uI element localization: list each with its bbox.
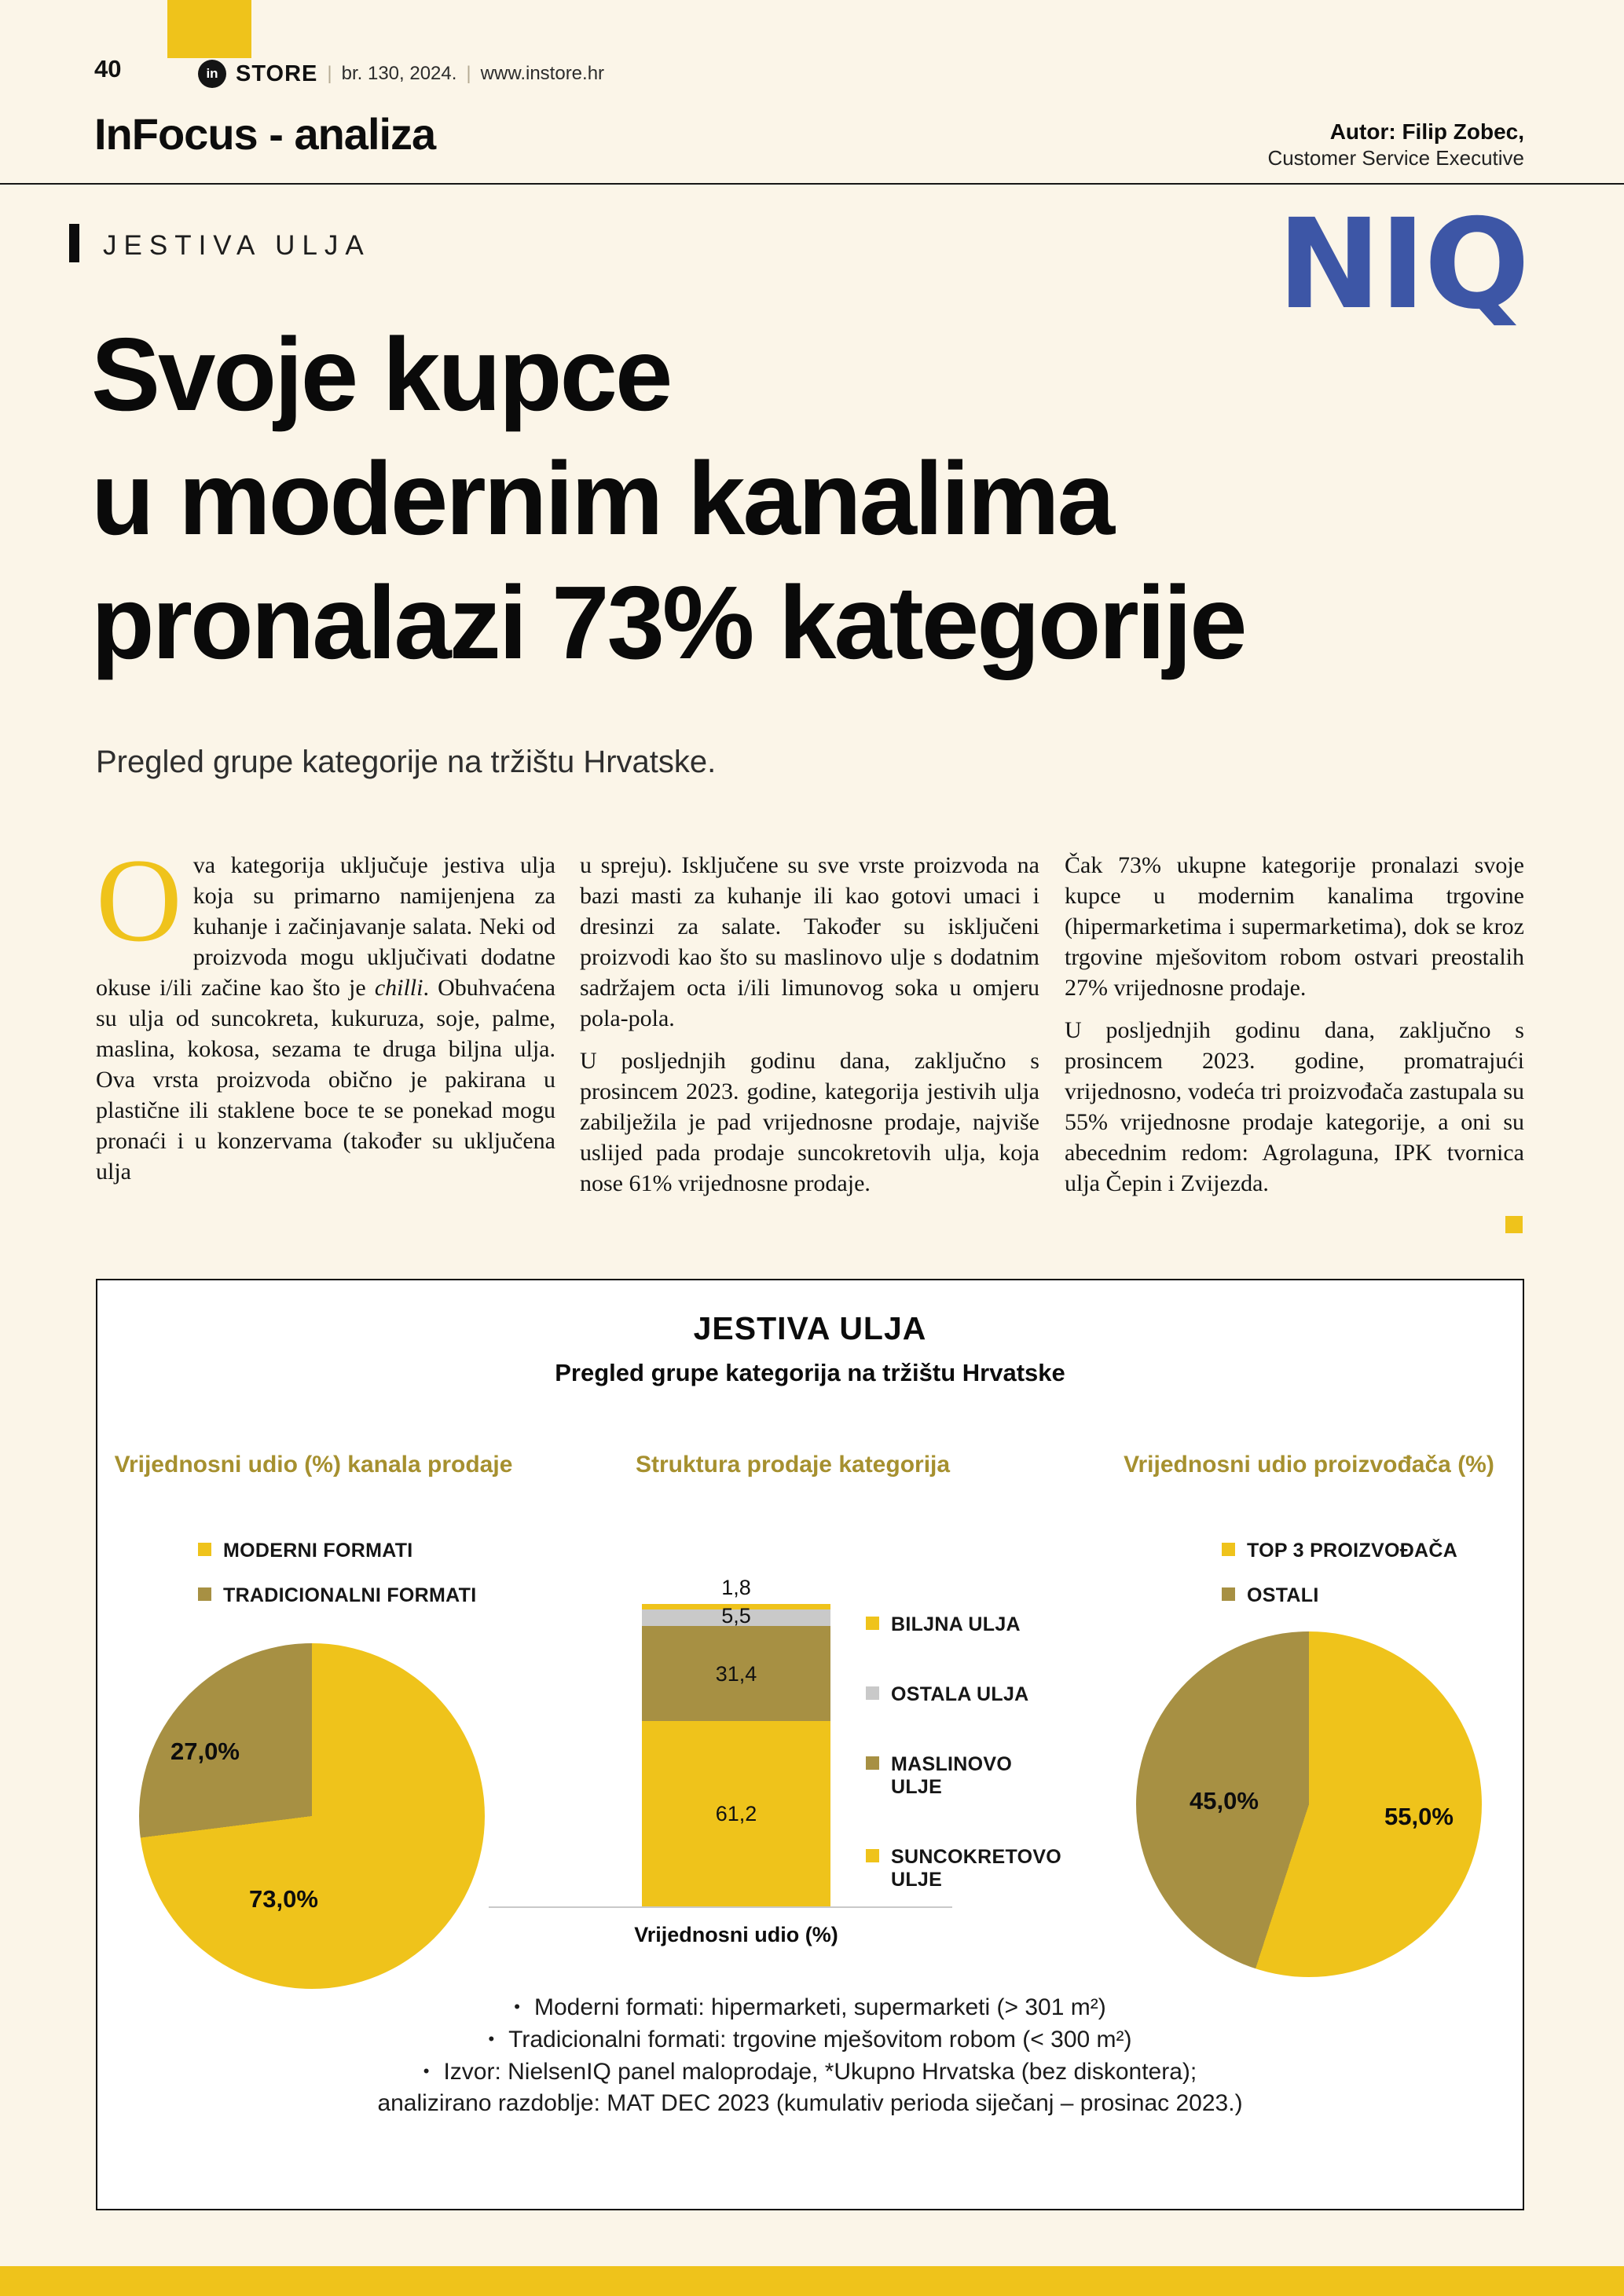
legend-label: OSTALA ULJA [891, 1683, 1029, 1705]
legend-item [866, 1613, 1040, 1636]
body-text-italic: chilli [374, 975, 423, 1001]
standfirst: Pregled grupe kategorije na tržištu Hrvatske. [96, 745, 717, 779]
chart-box-subtitle: Pregled grupe kategorija na tržištu Hrvatske [555, 1359, 1065, 1386]
headline-line-3: pronalazi 73% kategorije [91, 565, 1245, 680]
bottom-yellow-bar [0, 2266, 1624, 2296]
footnote-line [97, 2023, 1523, 2056]
legend-swatch-top3 [1222, 1543, 1235, 1556]
legend-swatch-ostala [866, 1686, 879, 1700]
kicker-bar [69, 224, 79, 262]
author-role: Customer Service Executive [1267, 146, 1524, 170]
legend-item [198, 1540, 476, 1562]
bar-value-label: 61,2 [715, 1802, 757, 1825]
headline-line-2: u modernim kanalima [91, 441, 1113, 556]
author-block [1267, 119, 1524, 170]
legend-swatch-biljna [866, 1617, 879, 1630]
footnote-line [97, 2056, 1523, 2088]
chart-footnotes [97, 1991, 1523, 2119]
legend-item [866, 1846, 1062, 1891]
bullet: • [514, 1997, 520, 2016]
legend-label: SUNCOKRETOVO ULJE [891, 1846, 1062, 1891]
footnote-text: Izvor: NielsenIQ panel maloprodaje, *Ukupno Hrvatska (bez diskontera); [443, 2059, 1197, 2085]
bar-legend [866, 1613, 1062, 1939]
masthead [198, 60, 604, 88]
middle-chart-title: Struktura prodaje kategorija [635, 1452, 951, 1478]
footnote-text: analizirano razdoblje: MAT DEC 2023 (kumulativ perioda siječanj – prosinac 2023.) [377, 2090, 1243, 2116]
header-rule [0, 183, 1624, 185]
right-chart-title: Vrijednosni udio proizvođača (%) [1124, 1452, 1494, 1478]
footnote-text: Tradicionalni formati: trgovine mješovitom robom (< 300 m²) [508, 2027, 1132, 2052]
legend-swatch-maslinovo [866, 1756, 879, 1770]
pie-slice-label-45: 45,0% [1190, 1787, 1259, 1814]
masthead-yellow-block [167, 0, 251, 58]
bar-value-label: 1,8 [721, 1576, 751, 1599]
masthead-separator: | [327, 63, 332, 84]
legend-label: TOP 3 PROIZVOĐAČA [1247, 1540, 1458, 1562]
bar-value-label: 5,5 [721, 1604, 751, 1628]
niq-logo: NIQ [1277, 192, 1528, 337]
paragraph: u spreju). Isključene su sve vrste proizvoda na bazi masti za kuhanje ili kao gotovi umaci i dresinzi za salate. Također su isključeni proizvodi kao što su maslinovo ulje s dodatnim sadržajem octa i/ili limunovog soka u omjeru pola-pola. [580, 852, 1039, 1031]
body-text: va kategorija uključuje jestiva ulja koja su primarno namijenjena za kuhanje i začinjavanje salata. Neki od proizvoda mogu uključivati dodatne okuse i/ili začine kao što je [96, 852, 555, 1001]
paragraph: U posljednjih godinu dana, zaključno s prosincem 2023. godine, kategorija jestivih ulja zabilježila je pad vrijednosne prodaje, najviše uslijed pada prodaje suncokretovih ulja, koja nose 61% vrijednosne prodaje. [580, 1048, 1039, 1196]
legend-label: MASLINOVO ULJE [891, 1753, 1013, 1798]
footnote-line [97, 2088, 1523, 2119]
paragraph: Čak 73% ukupne kategorije pronalazi svoje kupce u modernim kanalima trgovine (hipermarketima i supermarketima), dok se kroz trgovine mješovitom robom ostvari preostalih 27% vrijednosne prodaje. [1065, 852, 1524, 1001]
bullet: • [423, 2061, 430, 2081]
instore-circle-logo-icon: in [198, 60, 226, 88]
legend-label: OSTALI [1247, 1584, 1319, 1606]
bar-x-axis-label: Vrijednosni udio (%) [634, 1923, 838, 1946]
section-title: InFocus - analiza [94, 109, 436, 159]
masthead-separator: | [466, 63, 471, 84]
right-pie-chart [1136, 1631, 1482, 1977]
chart-box [96, 1279, 1524, 2210]
body-column-1 [96, 834, 555, 1187]
paragraph [96, 834, 555, 1187]
legend-item [866, 1753, 1040, 1799]
page-number: 40 [94, 55, 122, 82]
legend-swatch-ostali [1222, 1587, 1235, 1601]
bullet: • [488, 2029, 495, 2049]
left-chart-title: Vrijednosni udio (%) kanala prodaje [114, 1452, 513, 1478]
headline [91, 313, 1245, 685]
bar-value-label: 31,4 [715, 1662, 757, 1686]
chart-box-title: JESTIVA ULJA [693, 1310, 927, 1346]
dropcap: O [96, 834, 182, 966]
right-pie-legend [1222, 1540, 1457, 1629]
legend-item [1222, 1540, 1457, 1562]
stacked-bar [642, 1604, 830, 1906]
pie-slice-label-55: 55,0% [1384, 1803, 1454, 1830]
body-text: . Obuhvaćena su ulja od suncokreta, kukuruza, soje, palme, maslina, kokosa, sezama te druga biljna ulja. Ova vrsta proizvoda obično je pakirana u plastične ili staklene boce te se ponekad mogu pronaći i u konzervama (također su uključena ulja [96, 975, 555, 1185]
pie-slice-label-27: 27,0% [170, 1738, 240, 1765]
body-column-3 [1065, 850, 1524, 1199]
legend-label: BILJNA ULJA [891, 1613, 1021, 1635]
end-of-article-marker [1505, 1216, 1523, 1233]
issue-number: br. 130, 2024. [341, 63, 457, 84]
store-logo-text: STORE [236, 60, 318, 86]
paragraph: U posljednjih godinu dana, zaključno s prosincem 2023. godine, promatrajući vrijednosno, vodeća tri proizvođača zastupala su 55% vrijednosne prodaje kategorije, a oni su abecednim redom: Agrolaguna, IPK tvornica ulja Čepin i Zvijezda. [1065, 1017, 1524, 1196]
left-pie-chart [139, 1643, 485, 1989]
legend-swatch-tradicionalni [198, 1587, 211, 1601]
legend-label: MODERNI FORMATI [223, 1540, 413, 1562]
author-name: Autor: Filip Zobec, [1329, 119, 1524, 144]
legend-label: TRADICIONALNI FORMATI [223, 1584, 477, 1606]
legend-swatch-suncokretovo [866, 1849, 879, 1862]
kicker-label: JESTIVA ULJA [103, 230, 371, 261]
stacked-bar-chart [642, 1576, 830, 1906]
website-url: www.instore.hr [480, 63, 605, 84]
legend-item [198, 1584, 476, 1607]
legend-item [1222, 1584, 1457, 1607]
footnote-text: Moderni formati: hipermarketi, supermarketi (> 301 m²) [533, 1994, 1106, 2020]
pie-slice-label-73: 73,0% [249, 1885, 318, 1913]
body-column-2 [580, 850, 1039, 1199]
headline-line-1: Svoje kupce [91, 317, 671, 432]
footnote-line [97, 1991, 1523, 2023]
left-pie-legend [198, 1540, 476, 1629]
legend-swatch-moderni [198, 1543, 211, 1556]
legend-item [866, 1683, 1040, 1706]
pie-sales-channels [139, 1643, 485, 1989]
